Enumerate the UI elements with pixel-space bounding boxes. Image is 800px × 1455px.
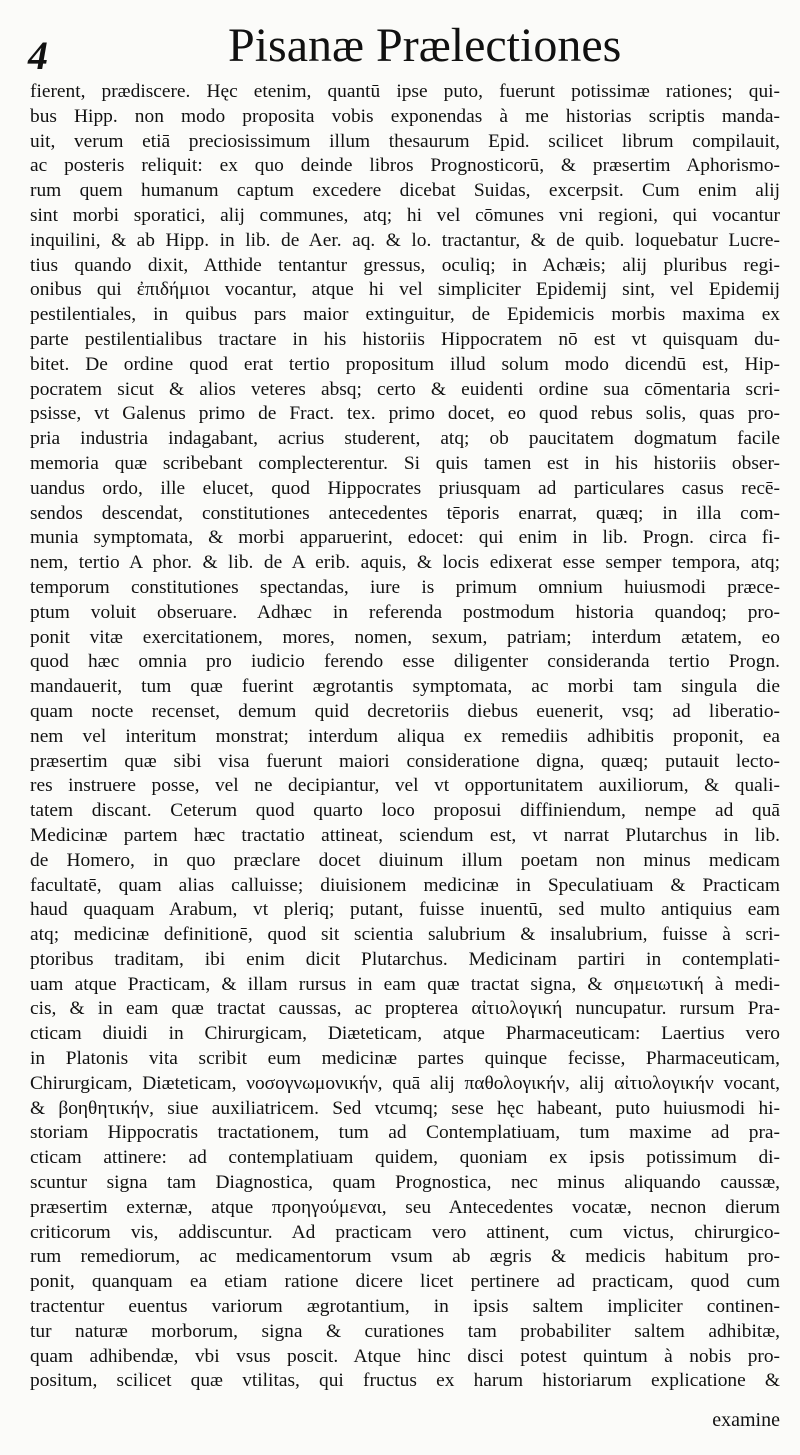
text-line: psisse, vt Galenus primo de Fract. tex. primo docet, eo quod rebus solis, quas pro- <box>30 403 780 425</box>
text-line: criticorum vis, addiscuntur. Ad practicam vero attinent, cum victus, chirurgico- <box>30 1221 780 1243</box>
text-line: bitet. De ordine quod erat tertio propositum illud solum modo dicendū est, Hip- <box>30 353 780 375</box>
text-line: ponit, quanquam ea etiam ratione dicere licet pertinere ad practicam, quod cum <box>30 1271 780 1293</box>
text-line: quod hæc omnia pro iudicio ferendo esse diligenter consideranda tertio Progn. <box>30 651 780 673</box>
text-line: inquilini, & ab Hipp. in lib. de Aer. aq. & lo. tractantur, & de quib. loquebatur Lucre- <box>30 229 780 251</box>
text-line: scuntur signa tam Diagnostica, quam Prognostica, nec minus aliquando caussæ, <box>30 1172 780 1194</box>
text-line: memoria quæ scribebant complecterentur. Si quis tamen est in his historiis obser- <box>30 452 780 474</box>
text-line: temporum constitutiones spectandas, iure is primum omnium huiusmodi præce- <box>30 576 780 598</box>
text-line: Medicinæ partem hæc tractatio attineat, sciendum est, vt narrat Plutarchus in lib. <box>30 824 780 846</box>
text-line: quam nocte recenset, demum quid decretoriis diebus euenerit, vsq; ad liberatio- <box>30 700 780 722</box>
text-line: onibus qui ἐπιδήμιοι vocantur, atque hi vel simpliciter Epidemij sint, vel Epidemij <box>30 279 780 301</box>
text-line: uam atque Practicam, & illam rursus in eam quæ tractat signa, & σημειωτική à medi- <box>30 973 780 995</box>
text-line: cticam attinere: ad contemplatiuam quidem, quoniam ex ipsis potissimum di- <box>30 1147 780 1169</box>
text-line: ac posteris reliquit: ex quo deinde libros Prognosticorū, & præsertim Aphorismo- <box>30 155 780 177</box>
body-text <box>30 80 780 1394</box>
text-line: mandauerit, tum quæ fuerint ægrotantis symptomata, ac morbi tam singula die <box>30 676 780 698</box>
text-line: parte pestilentialibus tractare in his historiis Hippocratem nō est vt quisquam du- <box>30 328 780 350</box>
text-line: rum quem humanum captum excedere dicebat Suidas, excerpsit. Cum enim alij <box>30 180 780 202</box>
text-line: præsertim quæ sibi visa fuerunt maiori consideratione digna, quæq; putauit lecto- <box>30 750 780 772</box>
text-line: nem, tertio A phor. & lib. de A erib. aquis, & locis edixerat esse semper tempora, atq; <box>30 552 780 574</box>
text-line: storiam Hippocratis tractationem, tum ad Contemplatiuam, tum maxime ad pra- <box>30 1122 780 1144</box>
text-line: pria industria indagabant, acrius studerent, atq; ob paucitatem dogmatum facile <box>30 428 780 450</box>
text-line: res instruere posse, vel ne decipiantur, vel vt opportunitatem auxiliorum, & quali- <box>30 775 780 797</box>
text-line: uit, verum etiā preciosissimum illum thesaurum Epid. scilicet librum compilauit, <box>30 130 780 152</box>
text-line: sint morbi sporatici, alij communes, atq; hi vel cōmunes vni regioni, qui vocantur <box>30 204 780 226</box>
text-line: rum remediorum, ac medicamentorum vsum ab ægris & medicis habitum pro- <box>30 1246 780 1268</box>
text-line: cis, & in eam quæ tractat caussas, ac propterea αἰτιολογική nuncupatur. rursum Pra- <box>30 998 780 1020</box>
text-line: & βοηθητικήν, siue auxiliatricem. Sed vtcumq; sese hęc habeant, puto huiusmodi hi- <box>30 1097 780 1119</box>
text-line: pocratem sicut & alios veteres absq; certo & euidenti ordine sua cōmentaria scri- <box>30 378 780 400</box>
text-line: tur naturæ morborum, signa & curationes tam probabiliter saltem adhibitæ, <box>30 1320 780 1342</box>
text-line: Chirurgicam, Diæteticam, νοσογνωμονικήν, quā alij παθολογικήν, alij αἰτιολογικήν vocant, <box>30 1072 780 1094</box>
text-line: bus Hipp. non modo proposita vobis exponendas à me historias scriptis manda- <box>30 105 780 127</box>
text-line: pestilentiales, in quibus pars maior extinguitur, de Epidemicis morbis maxima ex <box>30 304 780 326</box>
catchword: examine <box>712 1409 780 1431</box>
page-header <box>28 14 788 76</box>
text-line: nem vel interitum monstrat; interdum aliqua ex remediis adhibitis proponit, ea <box>30 725 780 747</box>
text-line: atq; medicinæ definitionē, quod sit scientia salubrium & insalubrium, fuisse à scri- <box>30 924 780 946</box>
text-line: cticam diuidi in Chirurgicam, Diæteticam, atque Pharmaceuticam: Laertius vero <box>30 1023 780 1045</box>
text-line: haud quaquam Arabum, vt pleriq; putant, fuisse inuentū, sed multo antiquius eam <box>30 899 780 921</box>
text-line: ptum voluit obseruare. Adhæc in referenda postmodum historia quandoq; pro- <box>30 601 780 623</box>
page-number: 4 <box>28 33 48 78</box>
text-line: ponit vitæ exercitationem, mores, nomen, sexum, patriam; interdum ætatem, eo <box>30 626 780 648</box>
text-line: in Platonis vita scribit eum medicinæ partes quinque fecisse, Pharmaceuticam, <box>30 1048 780 1070</box>
text-line: quam adhibendæ, vbi vsus poscit. Atque hinc disci potest quintum à nobis pro- <box>30 1345 780 1367</box>
text-line: fierent, prædiscere. Hęc etenim, quantū ipse puto, fuerunt potissimæ rationes; qui- <box>30 81 780 102</box>
text-line: uandus ordo, ille elucet, quod Hippocrates priusquam ad particulares casus recē- <box>30 477 780 499</box>
catchword-row <box>30 1405 780 1445</box>
text-line: tius quando dixit, Atthide tentantur gressus, oculiq; in Achæis; alij pluribus regi- <box>30 254 780 276</box>
text-line: tractentur euentus variorum ægrotantium, in ipsis saltem impliciter continen- <box>30 1296 780 1318</box>
text-line: tatem discant. Ceterum quod quarto loco proposui diffiniendum, nempe ad quā <box>30 800 780 822</box>
text-line: de Homero, in quo præclare docet diuinum illum poetam non minus medicam <box>30 849 780 871</box>
text-line: munia symptomata, & morbi apparuerint, edocet: qui enim in lib. Progn. circa fi- <box>30 527 780 549</box>
text-line: sendos descendat, constitutiones antecedentes tēporis enarrat, quæq; in illa com- <box>30 502 780 524</box>
text-line: ptoribus traditam, ibi enim dicit Plutarchus. Medicinam partiri in contemplati- <box>30 948 780 970</box>
running-title: Pisanæ Prælectiones <box>228 19 622 72</box>
text-line: positum, scilicet quæ vtilitas, qui fructus ex harum historiarum explicatione & <box>30 1370 780 1392</box>
text-line: præsertim externæ, atque προηγούμεναι, seu Antecedentes vocatæ, necnon dierum <box>30 1196 780 1218</box>
text-line: facultatē, quam alias calluisse; diuisionem medicinæ in Speculatiuam & Practicam <box>30 874 780 896</box>
